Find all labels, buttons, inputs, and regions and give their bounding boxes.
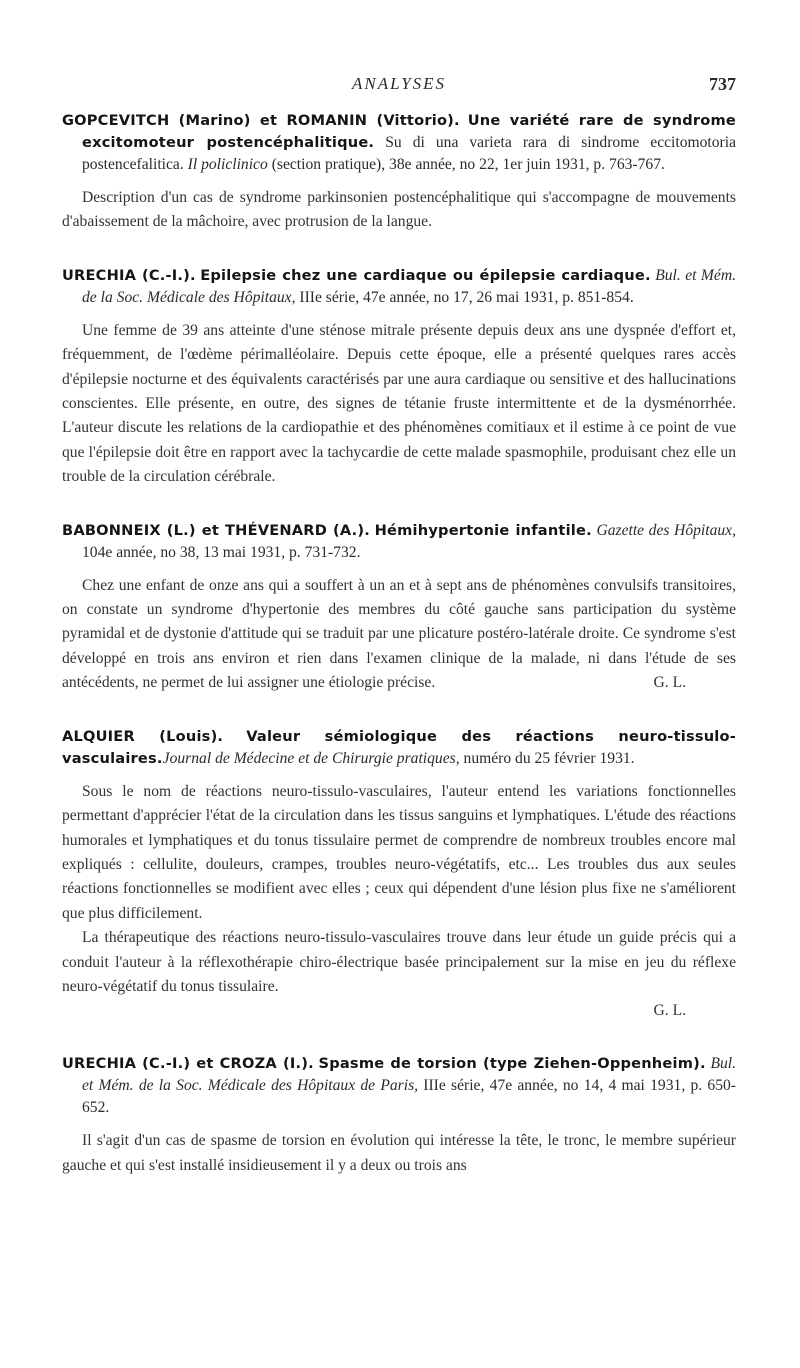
abstract-entry-babonneix: [62, 520, 736, 696]
entry-journal: Gazette des Hôpitaux,: [596, 521, 736, 539]
entry-title: Une variété rare de syndrome excitomoteur postencéphalitique.: [82, 112, 736, 151]
abstract-entry-urechia-epilepsie: [62, 265, 736, 490]
entry-paragraph: [62, 574, 736, 696]
entry-citation: [62, 110, 736, 176]
entry-authors: URECHIA (C.-I.) et CROZA (I.).: [62, 1055, 314, 1073]
abstract-entry-alquier: [62, 726, 736, 1024]
entry-paragraph: Une femme de 39 ans atteinte d'une sténose mitrale présente depuis deux ans une dyspnée d'effort et, fréquemment, de l'œdème périmalléolaire. Depuis cette époque, elle a présenté quelques rares accès d'épilepsie nocturne et des équivalents caractérisés par une aura cardiaque ou sensitive et des hallucinations conscientes. Elle présente, en outre, des signes de tétanie fruste intermittente et de la dysménorrhée. L'auteur discute les relations de la cardiopathie et des phénomènes comitiaux et il estime à ce point de vue que l'épilepsie doit être en rapport avec la tachycardie de cette malade spasmophile, produisant chez elle un trouble de la circulation cérébrale.: [62, 321, 736, 486]
entry-reference: 104e année, no 38, 13 mai 1931, p. 731-732.: [82, 543, 361, 561]
entry-title: Hémihypertonie infantile.: [374, 521, 592, 539]
entry-authors: ALQUIER (Louis).: [62, 727, 224, 745]
entry-reference: IIIe série, 47e année, no 14, 4 mai 1931, p. 650-652.: [82, 1077, 736, 1117]
entry-journal: Journal de Médecine et de Chirurgie pratiques,: [162, 749, 460, 767]
entry-reference: numéro du 25 février 1931.: [463, 749, 635, 767]
running-head: [62, 74, 736, 98]
entry-reference: IIIe série, 47e année, no 17, 26 mai 1931, p. 851-854.: [299, 288, 634, 306]
entry-signature: G. L.: [653, 1002, 686, 1020]
entry-citation: [62, 265, 736, 309]
entry-reference: (section pratique), 38e année, no 22, 1er juin 1931, p. 763-767.: [271, 156, 665, 173]
page-body: [62, 110, 736, 1178]
entry-signature: G. L.: [653, 674, 686, 692]
entry-citation: [62, 520, 736, 564]
entry-authors: GOPCEVITCH (Marino) et ROMANIN (Vittorio).: [62, 112, 460, 129]
abstract-entry-gopcevitch: [62, 110, 736, 235]
entry-title: Spasme de torsion (type Ziehen-Oppenheim).: [318, 1055, 706, 1073]
entry-journal: Bul. et Mém. de la Soc. Médicale des Hôpitaux,: [82, 266, 737, 306]
entry-authors: BABONNEIX (L.) et THÉVENARD (A.).: [62, 521, 371, 539]
entry-paragraph: Description d'un cas de syndrome parkinsonien postencéphalitique qui s'accompagne de mouvements d'abaissement de la mâchoire, avec protrusion de la langue.: [62, 189, 736, 231]
page-number: 737: [709, 74, 736, 94]
entry-paragraph-text: Chez une enfant de onze ans qui a souffert à un an et à sept ans de phénomènes convulsifs transitoires, on constate un syndrome d'hypertonie des membres du côté gauche sans participation du système pyramidal et de dystonie d'attitude qui se traduit par une plicature postéro-latérale droite. Ce syndrome s'est développé en trois ans environ et rien dans l'examen clinique de la malade, ni dans l'étude de ses antécédents, ne permet de lui assigner une étiologie précise.: [62, 576, 736, 692]
entry-title: Valeur sémiologique des réactions neuro-tissulo-vasculaires.: [62, 727, 736, 767]
running-head-title: ANALYSES: [351, 74, 447, 93]
entry-paragraph: Sous le nom de réactions neuro-tissulo-vasculaires, l'auteur entend les variations fonctionnelles permettant d'apprécier l'état de la circulation dans les tissus sanguins et lymphatiques. L'étude des réactions humorales et lymphatiques et du tonus tissulaire permet de comprendre de nombreux troubles encore mal expliqués : cellulite, douleurs, crampes, troubles neuro-végétatifs, etc... Les troubles dus aux seules réactions fonctionnelles se modifient avec elles ; ceux qui dépendent d'une lésion plus fixe ne s'améliorent que plus difficilement.: [62, 782, 736, 922]
entry-paragraph: La thérapeutique des réactions neuro-tissulo-vasculaires trouve dans leur étude un guide précis qui a conduit l'auteur à la réflexothérapie chiro-électrique basée principalement sur la mise en jeu du réflexe neuro-végétatif du tonus tissulaire.: [62, 929, 736, 995]
entry-authors: URECHIA (C.-I.).: [62, 266, 196, 284]
entry-journal: Il policlinico: [187, 156, 268, 173]
entry-journal: Bul. et Mém. de la Soc. Médicale des Hôpitaux de Paris,: [82, 1055, 736, 1095]
entry-title: Epilepsie chez une cardiaque ou épilepsie cardiaque.: [200, 266, 651, 284]
entry-citation: [62, 1053, 736, 1119]
abstract-entry-urechia-croza: [62, 1053, 736, 1178]
entry-citation: [62, 726, 736, 770]
entry-original-title: Su di una varieta rara di sindrome eccitomotoria postencefalitica.: [82, 134, 736, 173]
entry-paragraph: Il s'agit d'un cas de spasme de torsion en évolution qui intéresse la tête, le tronc, le membre supérieur gauche et qui s'est installé insidieusement il y a deux ou trois ans: [62, 1132, 736, 1174]
